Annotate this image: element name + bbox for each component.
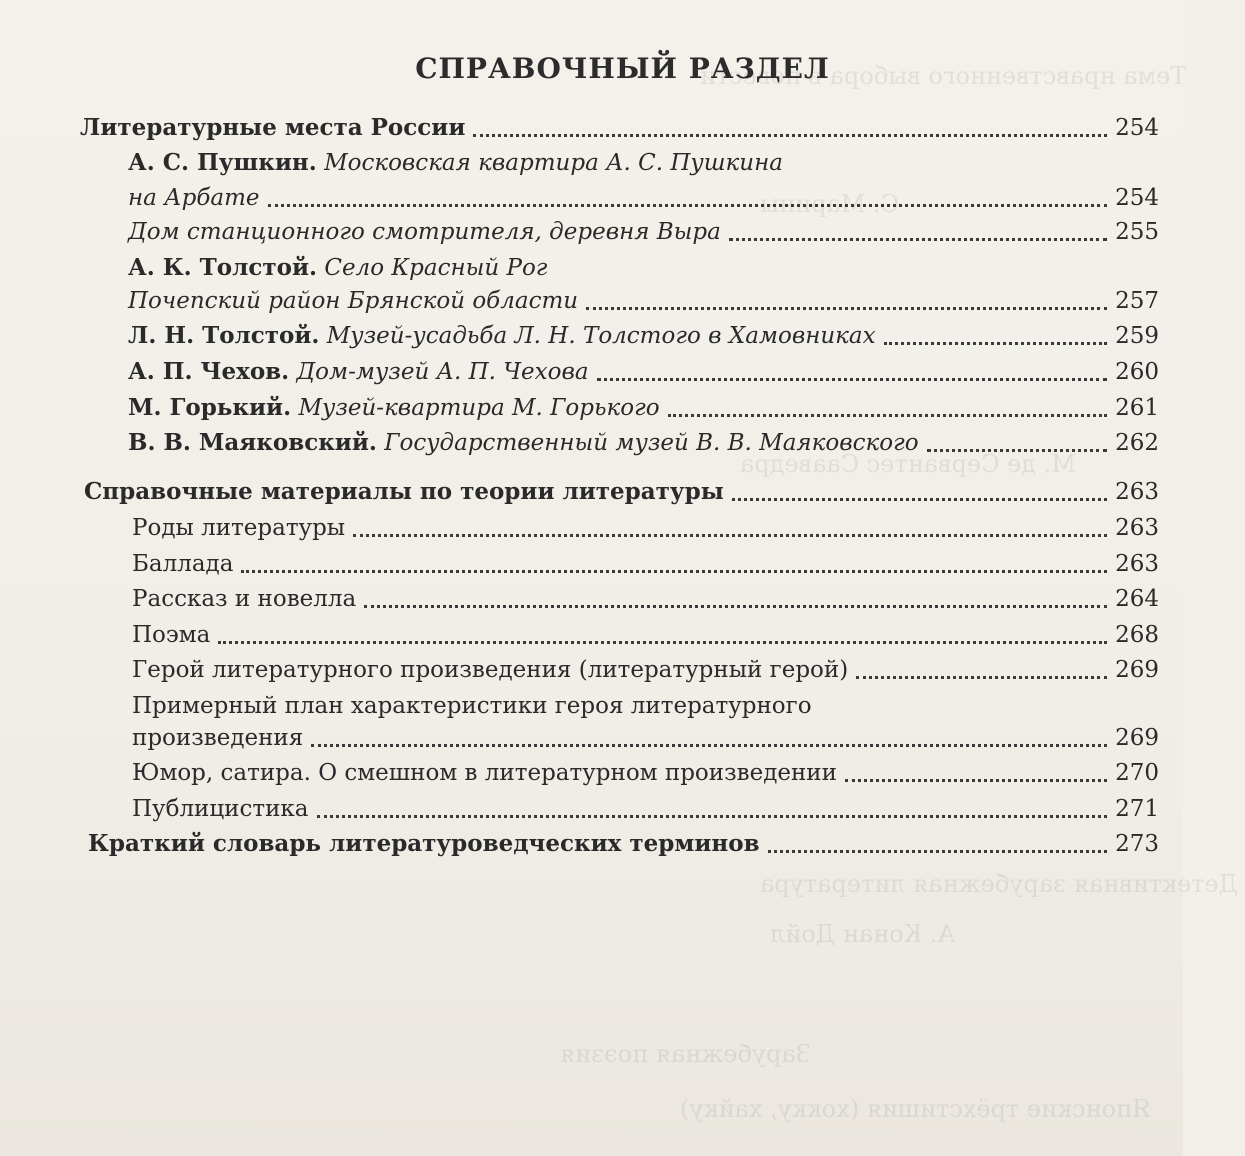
toc-entry[interactable] (132, 618, 1159, 652)
toc-author: Л. Н. Толстой. (128, 322, 320, 349)
dot-leader (884, 342, 1107, 345)
toc-page-number: 259 (1115, 323, 1159, 349)
toc-page-number: 271 (1115, 796, 1159, 822)
toc-entry[interactable] (132, 756, 1159, 790)
toc-entry[interactable] (88, 827, 1159, 861)
toc-page-number: 269 (1115, 725, 1159, 751)
toc-entry[interactable] (128, 215, 1159, 249)
toc-page-number: 262 (1115, 430, 1159, 456)
dot-leader (856, 676, 1107, 679)
toc-page-number: 273 (1115, 831, 1159, 857)
toc-work: Дом-музей А. П. Чехова (296, 359, 589, 385)
toc-entry-title: Справочные материалы по теории литературы (84, 478, 724, 505)
page-title: СПРАВОЧНЫЙ РАЗДЕЛ (415, 52, 830, 85)
toc-work: Дом станционного смотрителя, деревня Выра (128, 219, 721, 245)
toc-author: М. Горький. (128, 394, 292, 421)
toc-work: Музей-усадьба Л. Н. Толстого в Хамовниках (326, 323, 876, 349)
toc-entry-title: Герой литературного произведения (литературный герой) (132, 657, 849, 683)
toc-entry[interactable] (128, 319, 1159, 353)
dot-leader (317, 815, 1108, 818)
dot-leader (218, 641, 1107, 644)
dot-leader (268, 204, 1108, 207)
dot-leader (353, 534, 1107, 537)
toc-entry-title: Примерный план характеристики героя литературного (132, 693, 812, 719)
toc-entry-line[interactable] (128, 146, 1159, 180)
dot-leader (586, 307, 1107, 310)
toc-entry[interactable] (84, 475, 1159, 509)
toc-entry[interactable] (132, 547, 1159, 581)
toc-author: А. П. Чехов. (128, 358, 290, 385)
toc-entry-title (128, 319, 876, 353)
toc-entry[interactable] (128, 426, 1159, 460)
dot-leader (241, 570, 1107, 573)
toc-page-number: 255 (1115, 219, 1159, 245)
toc-entry[interactable] (132, 653, 1159, 687)
toc-work: Село Красный Рог (324, 255, 548, 281)
dot-leader (732, 498, 1107, 501)
toc-page-number: 268 (1115, 622, 1159, 648)
toc-page-number: 264 (1115, 586, 1159, 612)
toc-entry-line[interactable] (132, 689, 1159, 723)
toc-entry-title (128, 355, 589, 389)
dot-leader (729, 238, 1107, 241)
toc-page-number: 263 (1115, 551, 1159, 577)
toc-entry[interactable] (128, 391, 1159, 425)
toc-entry-title: Поэма (132, 622, 211, 648)
toc-work: на Арбате (128, 185, 260, 211)
toc-entry[interactable] (132, 721, 1159, 755)
toc-entry-title (128, 251, 547, 285)
toc-entry-title (128, 426, 919, 460)
dot-leader (668, 414, 1108, 417)
toc-entry-title (128, 215, 721, 249)
toc-work: Государственный музей В. В. Маяковского (384, 430, 919, 456)
dot-leader (364, 605, 1107, 608)
dot-leader (311, 744, 1107, 747)
toc-entry-title (128, 284, 578, 318)
toc-page-number: 254 (1115, 185, 1159, 211)
toc-author: А. К. Толстой. (128, 254, 318, 281)
toc-work: Музей-квартира М. Горького (298, 395, 660, 421)
dot-leader (768, 850, 1108, 853)
toc-page-number: 263 (1115, 515, 1159, 541)
toc-page-number: 269 (1115, 657, 1159, 683)
toc-entry-title: Литературные места России (80, 114, 466, 141)
toc-entry-title: Публицистика (132, 796, 309, 822)
toc-page-number: 270 (1115, 760, 1159, 786)
toc-page-number: 263 (1115, 479, 1159, 505)
toc-work: Почепский район Брянской области (128, 288, 579, 314)
toc-entry-title (128, 181, 260, 215)
toc-entry-title: Рассказ и новелла (132, 586, 357, 612)
toc-page-number: 260 (1115, 359, 1159, 385)
toc-entry[interactable] (128, 355, 1159, 389)
toc-entry[interactable] (128, 181, 1159, 215)
bleed-through-text: Тема нравственного выбора в повести С. Марины М. де Сервантес Сааведра Детективная зарубежная литература А. Конан Дойл Зарубежная поэзия Японские трёхстишия (хокку, хайку) (560, 62, 1239, 1123)
toc-entry-title (128, 391, 660, 425)
toc-work: Московская квартира А. С. Пушкина (324, 150, 783, 176)
toc-entry-line[interactable] (128, 251, 1159, 285)
toc-entry[interactable] (132, 582, 1159, 616)
toc-entry-title (128, 146, 783, 180)
toc-entry[interactable] (128, 284, 1159, 318)
toc-entry-title: Краткий словарь литературоведческих терминов (88, 830, 760, 857)
toc-entry-title: Баллада (132, 551, 234, 577)
dot-leader (927, 449, 1108, 452)
dot-leader (845, 779, 1107, 782)
dot-leader (597, 378, 1108, 381)
toc-author: В. В. Маяковский. (128, 429, 377, 456)
toc-author: А. С. Пушкин. (128, 149, 317, 176)
toc-page-number: 254 (1115, 115, 1159, 141)
dot-leader (473, 134, 1107, 137)
toc-entry-title: Юмор, сатира. О смешном в литературном произведении (132, 760, 837, 786)
toc-entry-title: произведения (132, 725, 304, 751)
toc-page-number: 257 (1115, 288, 1159, 314)
toc-entry[interactable] (132, 511, 1159, 545)
toc-entry[interactable] (132, 792, 1159, 826)
toc-entry[interactable] (80, 111, 1159, 145)
toc-page-number: 261 (1115, 395, 1159, 421)
toc-entry-title: Роды литературы (132, 515, 346, 541)
